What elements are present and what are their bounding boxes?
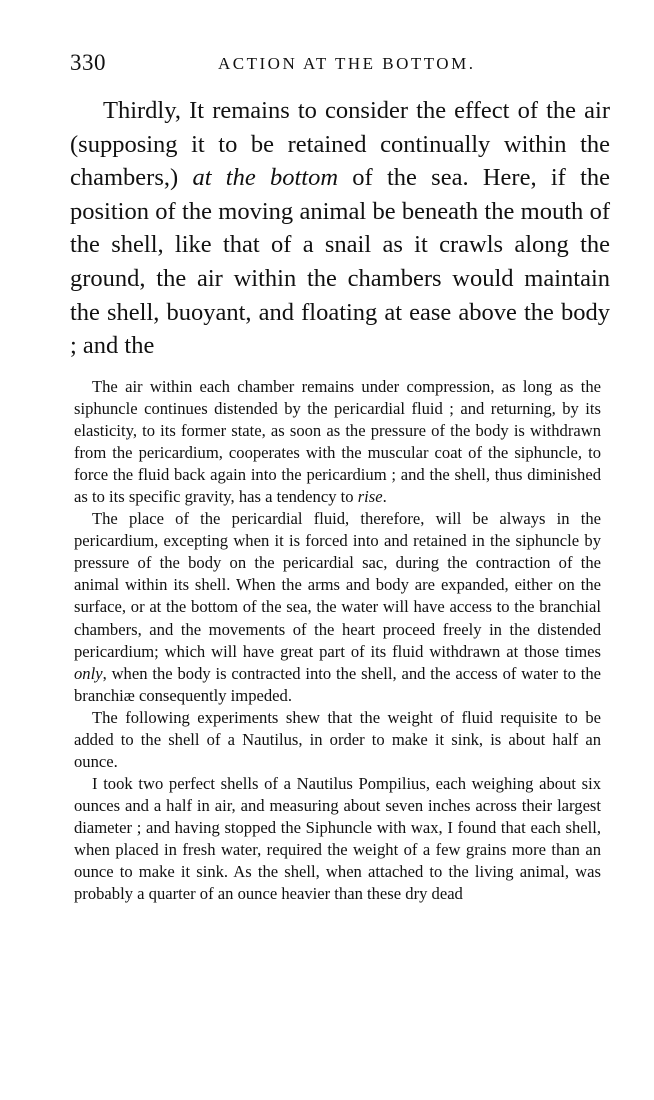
footnote-p1-text: The air within each chamber remains under compression, as long as the siphuncle continues distended by the pericardial fluid ; and returning, by its elasticity, to its former state, as soon as the pressure of the body is withdrawn from the pericardium, cooperates with the muscular coat of the siphuncle, to force the fluid back again into the pericardium ; and the shell, thus diminished as to its specific gravity, has a tendency to <box>74 377 601 507</box>
main-text-italic: at the bottom <box>192 164 339 192</box>
footnote <box>74 376 601 905</box>
page-header <box>70 50 610 80</box>
footnote-p2-italic: only <box>74 663 103 683</box>
footnote-paragraph-2 <box>74 508 601 706</box>
footnote-p1-end: . <box>382 487 387 507</box>
main-paragraph <box>70 94 610 363</box>
footnote-p2-text: The place of the pericardial fluid, therefore, will be always in the pericardium, excepting when it is forced into and retained in the siphuncle by pressure of the body on the pericardial sac, during the contraction of the animal within its shell. When the arms and body are expanded, either on the surface, or at the bottom of the sea, the water will have access to the branchial chambers, and the movements of the heart proceed freely in the distended pericardium; which will have great part of its fluid withdrawn at those times <box>74 509 601 661</box>
main-text-start: Thirdly, It remains to consider the effect of the air (supposing it to be retained continually within the chambers,) <box>70 97 610 192</box>
footnote-paragraph-1 <box>74 376 601 508</box>
footnote-p1-italic: rise <box>357 487 383 507</box>
footnote-paragraph-3: The following experiments shew that the weight of fluid requisite to be added to the shell of a Nautilus, in order to make it sink, is about half an ounce. <box>74 707 601 771</box>
running-head: ACTION AT THE BOTTOM. <box>218 54 476 73</box>
page-number: 330 <box>70 50 106 75</box>
footnote-paragraph-4: I took two perfect shells of a Nautilus Pompilius, each weighing about six ounces and a half in air, and measuring about seven inches across their largest diameter ; and having stopped the Siphuncle with wax, I found that each shell, when placed in fresh water, required the weight of a few grains more than an ounce to make it sink. As the shell, when attached to the living animal, was probably a quarter of an ounce heavier than these dry dead <box>74 773 601 904</box>
main-text-end: of the sea. Here, if the position of the moving animal be beneath the mouth of the shell, like that of a snail as it crawls along the ground, the air within the chambers would maintain the shell, buoyant, and floating at ease above the body ; and the <box>70 164 611 360</box>
footnote-p2-end: , when the body is contracted into the shell, and the access of water to the branchiæ consequently impeded. <box>74 663 601 705</box>
